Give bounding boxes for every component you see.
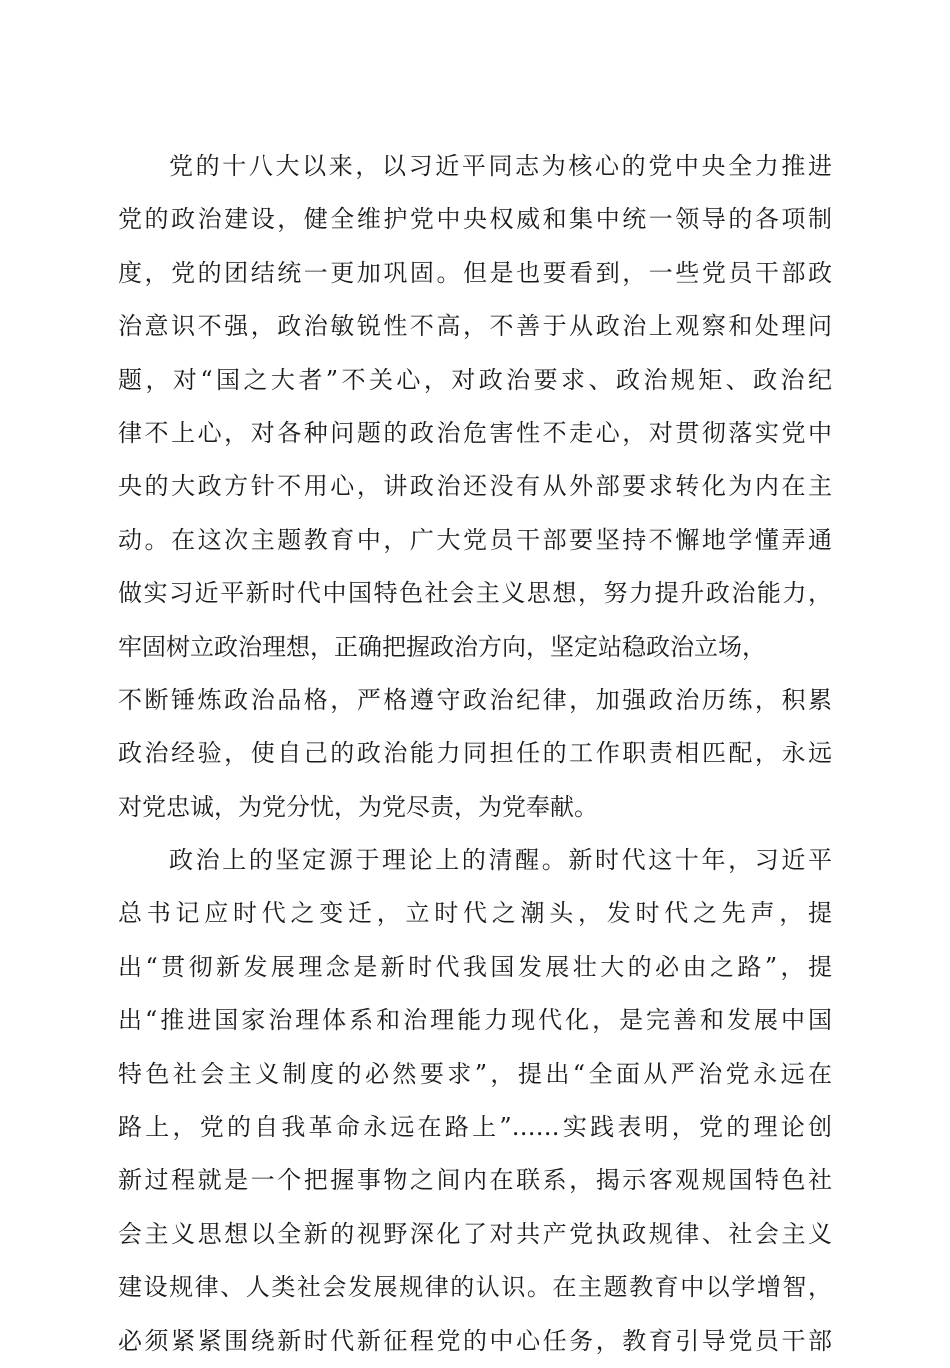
paragraph-2 bbox=[118, 834, 832, 1368]
text-line: 出“贯彻新发展理念是新时代我国发展壮大的必由之路”，提 bbox=[118, 952, 832, 981]
text-line: 对党忠诚，为党分忧，为党尽责，为党奉献。 bbox=[118, 792, 598, 821]
text-line: 做实习近平新时代中国特色社会主义思想，努力提升政治能力， bbox=[118, 579, 832, 608]
document-body bbox=[118, 140, 832, 1368]
text-line: 牢固树立政治理想，正确把握政治方向，坚定站稳政治立场， bbox=[118, 632, 766, 661]
text-line: 总书记应时代之变迁，立时代之潮头，发时代之先声，提 bbox=[118, 899, 832, 928]
text-line: 党的政治建设，健全维护党中央权威和集中统一领导的各项制 bbox=[118, 205, 832, 234]
text-line: 政治经验，使自己的政治能力同担任的工作职责相匹配，永远 bbox=[118, 739, 832, 768]
text-line: 动。在这次主题教育中，广大党员干部要坚持不懈地学懂弄通 bbox=[118, 525, 832, 554]
text-line: 党的十八大以来，以习近平同志为核心的党中央全力推进 bbox=[169, 152, 832, 180]
text-line: 路上，党的自我革命永远在路上”……实践表明，党的理论创 bbox=[118, 1113, 832, 1142]
text-line: 题，对“国之大者”不关心，对政治要求、政治规矩、政治纪 bbox=[118, 365, 832, 394]
text-line: 建设规律、人类社会发展规律的认识。在主题教育中以学增智， bbox=[118, 1273, 832, 1302]
text-line: 新过程就是一个把握事物之间内在联系，揭示客观规国特色社 bbox=[118, 1166, 832, 1195]
text-line: 政治上的坚定源于理论上的清醒。新时代这十年，习近平 bbox=[169, 846, 832, 875]
text-line: 必须紧紧围绕新时代新征程党的中心任务，教育引导党员干部 bbox=[118, 1326, 832, 1355]
text-line: 不断锤炼政治品格，严格遵守政治纪律，加强政治历练，积累 bbox=[118, 685, 832, 714]
text-line: 治意识不强，政治敏锐性不高，不善于从政治上观察和处理问 bbox=[118, 312, 832, 341]
text-line: 会主义思想以全新的视野深化了对共产党执政规律、社会主义 bbox=[118, 1219, 832, 1248]
text-line: 出“推进国家治理体系和治理能力现代化，是完善和发展中国 bbox=[118, 1006, 832, 1035]
text-line: 度，党的团结统一更加巩固。但是也要看到，一些党员干部政 bbox=[118, 258, 832, 287]
text-line: 律不上心，对各种问题的政治危害性不走心，对贯彻落实党中 bbox=[118, 418, 832, 447]
text-line: 央的大政方针不用心，讲政治还没有从外部要求转化为内在主 bbox=[118, 472, 832, 501]
text-line: 特色社会主义制度的必然要求”，提出“全面从严治党永远在 bbox=[118, 1059, 832, 1088]
paragraph-1 bbox=[118, 140, 832, 834]
